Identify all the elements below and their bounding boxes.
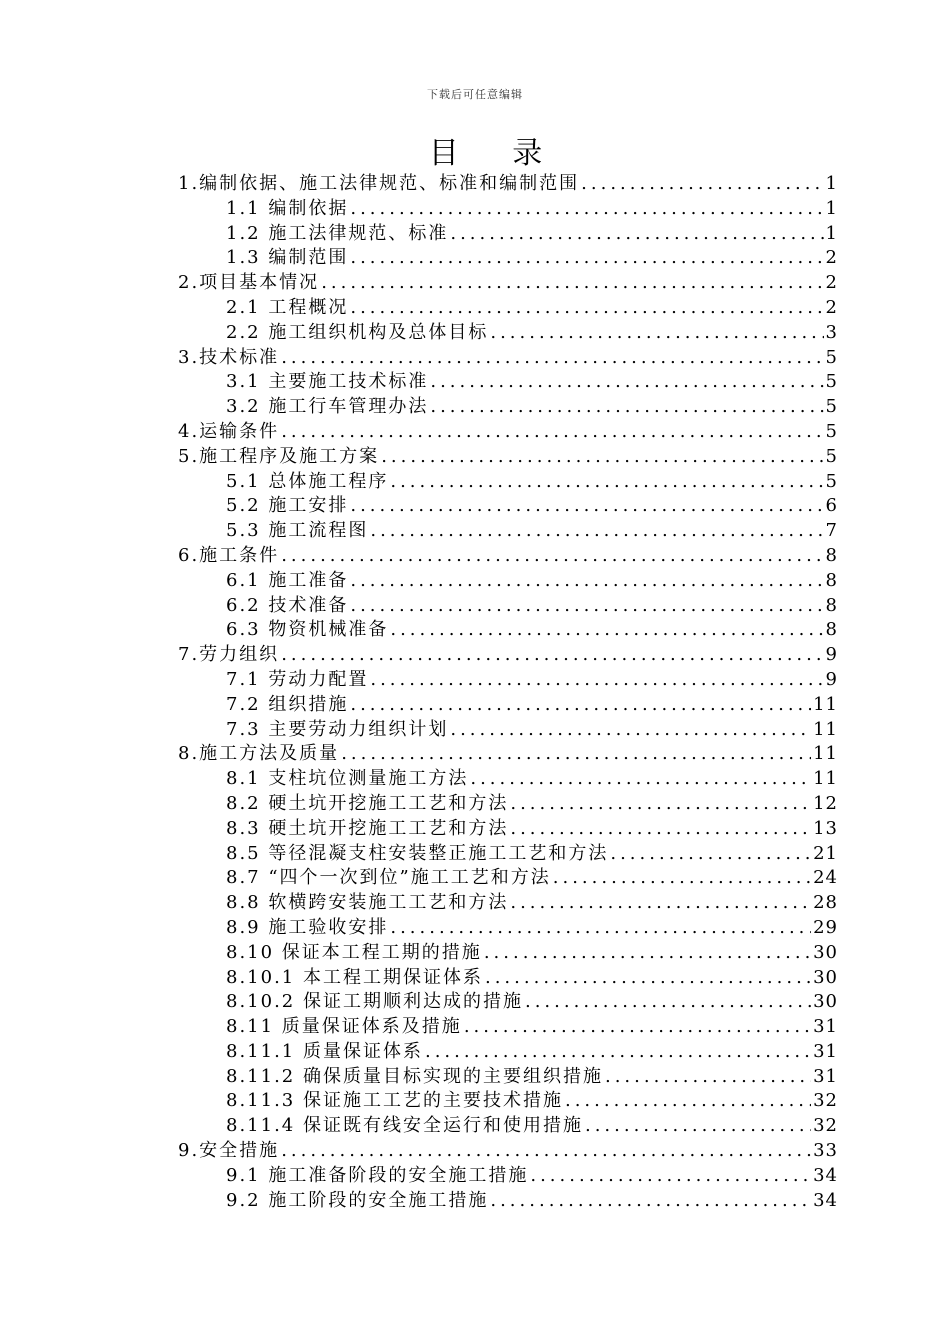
toc-entry-label: 1.1 编制依据 [226, 197, 349, 219]
toc-entry-page-number: 8 [825, 594, 838, 616]
toc-dot-leader [425, 1040, 811, 1065]
toc-entry-page-number: 5 [825, 346, 838, 368]
toc-entry-label: 8.10 保证本工程工期的措施 [226, 941, 482, 963]
toc-dot-leader [341, 742, 811, 767]
toc-entry-page-number: 31 [813, 1016, 838, 1038]
toc-entry-page-number: 24 [813, 867, 838, 889]
toc-entry-page-number: 2 [825, 296, 838, 318]
toc-entry-label: 5.施工程序及施工方案 [178, 445, 380, 467]
toc-entry-label: 8.11.2 确保质量目标实现的主要组织措施 [226, 1065, 603, 1087]
toc-dot-leader [390, 916, 811, 941]
toc-dot-leader [350, 296, 823, 321]
toc-entry-page-number: 34 [813, 1164, 838, 1186]
toc-dot-leader [281, 544, 823, 569]
toc-dot-leader [530, 1164, 811, 1189]
toc-entry[interactable] [178, 990, 838, 1015]
toc-entry[interactable] [178, 618, 838, 643]
toc-entry[interactable] [178, 395, 838, 420]
toc-dot-leader [581, 172, 823, 197]
toc-entry-page-number: 8 [825, 544, 838, 566]
toc-entry-page-number: 5 [825, 420, 838, 442]
toc-entry-page-number: 2 [825, 272, 838, 294]
toc-dot-leader [585, 1114, 811, 1139]
toc-dot-leader [464, 1015, 811, 1040]
toc-entry-label: 8.9 施工验收安排 [226, 916, 389, 938]
toc-entry-label: 1.3 编制范围 [226, 247, 349, 269]
toc-entry[interactable] [178, 470, 838, 495]
toc-entry-label: 2.1 工程概况 [226, 296, 349, 318]
toc-entry-page-number: 30 [813, 966, 838, 988]
toc-entry-page-number: 1 [825, 222, 838, 244]
toc-entry-page-number: 5 [825, 396, 838, 418]
toc-entry-label: 8.10.2 保证工期顺利达成的措施 [226, 991, 523, 1013]
toc-entry-page-number: 31 [813, 1065, 838, 1087]
toc-entry-label: 8.11.4 保证既有线安全运行和使用措施 [226, 1115, 583, 1137]
toc-entry[interactable] [178, 494, 838, 519]
toc-entry-label: 8.11.1 质量保证体系 [226, 1040, 423, 1062]
toc-dot-leader [553, 866, 811, 891]
toc-dot-leader [350, 197, 823, 222]
toc-entry-label: 2.2 施工组织机构及总体目标 [226, 321, 489, 343]
toc-dot-leader [350, 569, 823, 594]
toc-entry[interactable] [178, 1040, 838, 1065]
toc-entry-label: 8.8 软横跨安装施工工艺和方法 [226, 892, 509, 914]
toc-entry-page-number: 9 [825, 644, 838, 666]
toc-dot-leader [490, 1189, 811, 1214]
toc-entry-label: 3.2 施工行车管理办法 [226, 396, 429, 418]
toc-entry-label: 4.运输条件 [178, 420, 280, 442]
toc-entry-page-number: 1 [825, 173, 838, 194]
toc-entry[interactable] [178, 916, 838, 941]
toc-entry-label: 6.1 施工准备 [226, 569, 349, 591]
toc-entry-page-number: 8 [825, 619, 838, 641]
toc-entry[interactable] [178, 817, 838, 842]
toc-entry-label: 2.项目基本情况 [178, 272, 320, 294]
toc-dot-leader [510, 891, 811, 916]
toc-entry[interactable] [178, 296, 838, 321]
toc-entry-page-number: 21 [813, 842, 838, 864]
toc-entry-page-number: 3 [825, 321, 838, 343]
toc-entry-label: 1.编制依据、施工法律规范、标准和编制范围 [178, 173, 580, 194]
toc-dot-leader [350, 594, 823, 619]
toc-dot-leader [485, 966, 811, 991]
toc-entry-page-number: 5 [825, 445, 838, 467]
toc-entry-page-number: 9 [825, 668, 838, 690]
toc-dot-leader [350, 494, 823, 519]
toc-entry-label: 5.2 施工安排 [226, 495, 349, 517]
toc-dot-leader [281, 1139, 811, 1164]
toc-entry[interactable] [178, 544, 838, 569]
toc-dot-leader [370, 668, 823, 693]
toc-entry-page-number: 30 [813, 991, 838, 1013]
toc-dot-leader [525, 990, 811, 1015]
toc-entry[interactable] [178, 370, 838, 395]
toc-entry-page-number: 11 [813, 743, 838, 765]
toc-entry-page-number: 11 [813, 768, 838, 790]
toc-entry-page-number: 13 [813, 817, 838, 839]
toc-entry[interactable] [178, 1089, 838, 1114]
toc-dot-leader [350, 693, 811, 718]
toc-entry-label: 9.1 施工准备阶段的安全施工措施 [226, 1164, 529, 1186]
toc-entry[interactable] [178, 445, 838, 470]
toc-entry-page-number: 5 [825, 470, 838, 492]
toc-entry[interactable] [178, 420, 838, 445]
toc-entry-page-number: 7 [825, 520, 838, 542]
toc-entry[interactable] [178, 1065, 838, 1090]
toc-entry[interactable] [178, 941, 838, 966]
toc-entry-label: 8.1 支柱坑位测量施工方法 [226, 768, 469, 790]
toc-dot-leader [430, 370, 823, 395]
toc-entry[interactable] [178, 1114, 838, 1139]
toc-entry-label: 7.劳力组织 [178, 644, 280, 666]
toc-entry-page-number: 2 [825, 247, 838, 269]
toc-entry-page-number: 32 [813, 1090, 838, 1112]
toc-dot-leader [370, 519, 823, 544]
toc-entry-page-number: 28 [813, 892, 838, 914]
toc-entry[interactable] [178, 197, 838, 222]
toc-dot-leader [470, 767, 811, 792]
toc-entry-page-number: 11 [813, 693, 838, 715]
toc-dot-leader [350, 246, 823, 271]
toc-entry-label: 6.施工条件 [178, 544, 280, 566]
toc-entry[interactable] [178, 643, 838, 668]
toc-entry-label: 8.施工方法及质量 [178, 743, 340, 765]
toc-entry[interactable] [178, 1139, 838, 1164]
toc-entry[interactable] [178, 718, 838, 743]
toc-entry-label: 8.11 质量保证体系及措施 [226, 1016, 462, 1038]
toc-entry[interactable] [178, 792, 838, 817]
toc-entry[interactable] [178, 693, 838, 718]
toc-dot-leader [565, 1089, 811, 1114]
toc-entry-label: 7.2 组织措施 [226, 693, 349, 715]
toc-entry-page-number: 12 [813, 792, 838, 814]
table-of-contents [178, 172, 838, 1213]
toc-entry-label: 3.1 主要施工技术标准 [226, 371, 429, 393]
toc-dot-leader [510, 817, 811, 842]
toc-entry-label: 8.7 “四个一次到位”施工工艺和方法 [226, 867, 551, 889]
toc-title: 目 录 [428, 136, 565, 171]
toc-entry[interactable] [178, 866, 838, 891]
toc-entry[interactable] [178, 966, 838, 991]
toc-dot-leader [490, 321, 823, 346]
toc-entry[interactable] [178, 246, 838, 271]
toc-dot-leader [321, 271, 823, 296]
header-note: 下载后可任意编辑 [427, 88, 523, 101]
toc-entry-label: 8.5 等径混凝支柱安装整正施工工艺和方法 [226, 842, 609, 864]
toc-entry-label: 7.1 劳动力配置 [226, 668, 369, 690]
toc-entry[interactable] [178, 321, 838, 346]
toc-entry[interactable] [178, 842, 838, 867]
toc-dot-leader [281, 643, 823, 668]
toc-entry[interactable] [178, 1189, 838, 1214]
toc-dot-leader [484, 941, 811, 966]
toc-entry-page-number: 33 [813, 1140, 838, 1162]
toc-entry-page-number: 11 [813, 718, 838, 740]
toc-entry-page-number: 1 [825, 197, 838, 219]
toc-entry[interactable] [178, 1164, 838, 1189]
toc-entry-label: 6.3 物资机械准备 [226, 619, 389, 641]
toc-entry-label: 9.2 施工阶段的安全施工措施 [226, 1189, 489, 1211]
toc-entry-page-number: 6 [825, 495, 838, 517]
toc-dot-leader [605, 1065, 811, 1090]
toc-entry[interactable] [178, 519, 838, 544]
toc-entry[interactable] [178, 742, 838, 767]
toc-entry-label: 8.2 硬土坑开挖施工工艺和方法 [226, 792, 509, 814]
toc-entry-label: 5.1 总体施工程序 [226, 470, 389, 492]
toc-entry-page-number: 31 [813, 1040, 838, 1062]
toc-dot-leader [281, 346, 823, 371]
toc-entry[interactable] [178, 271, 838, 296]
toc-entry-page-number: 34 [813, 1189, 838, 1211]
toc-dot-leader [510, 792, 811, 817]
toc-entry-label: 1.2 施工法律规范、标准 [226, 222, 449, 244]
toc-entry-page-number: 29 [813, 916, 838, 938]
toc-entry-label: 9.安全措施 [178, 1140, 280, 1162]
toc-dot-leader [281, 420, 823, 445]
toc-entry-page-number: 30 [813, 941, 838, 963]
toc-entry-label: 6.2 技术准备 [226, 594, 349, 616]
toc-entry[interactable] [178, 222, 838, 247]
toc-entry[interactable] [178, 594, 838, 619]
toc-entry[interactable] [178, 172, 838, 197]
toc-entry-label: 5.3 施工流程图 [226, 520, 369, 542]
toc-entry-page-number: 32 [813, 1115, 838, 1137]
toc-entry[interactable] [178, 569, 838, 594]
toc-entry[interactable] [178, 668, 838, 693]
toc-entry-label: 7.3 主要劳动力组织计划 [226, 718, 449, 740]
toc-entry-label: 8.10.1 本工程工期保证体系 [226, 966, 483, 988]
toc-dot-leader [450, 222, 823, 247]
toc-entry[interactable] [178, 346, 838, 371]
toc-entry-label: 8.3 硬土坑开挖施工工艺和方法 [226, 817, 509, 839]
toc-dot-leader [610, 842, 811, 867]
toc-entry[interactable] [178, 891, 838, 916]
toc-dot-leader [450, 718, 811, 743]
toc-entry-page-number: 5 [825, 371, 838, 393]
toc-entry-label: 8.11.3 保证施工工艺的主要技术措施 [226, 1090, 563, 1112]
toc-dot-leader [390, 618, 823, 643]
toc-dot-leader [381, 445, 823, 470]
toc-entry-page-number: 8 [825, 569, 838, 591]
toc-dot-leader [390, 470, 823, 495]
toc-entry[interactable] [178, 1015, 838, 1040]
toc-entry-label: 3.技术标准 [178, 346, 280, 368]
toc-dot-leader [430, 395, 823, 420]
toc-entry[interactable] [178, 767, 838, 792]
